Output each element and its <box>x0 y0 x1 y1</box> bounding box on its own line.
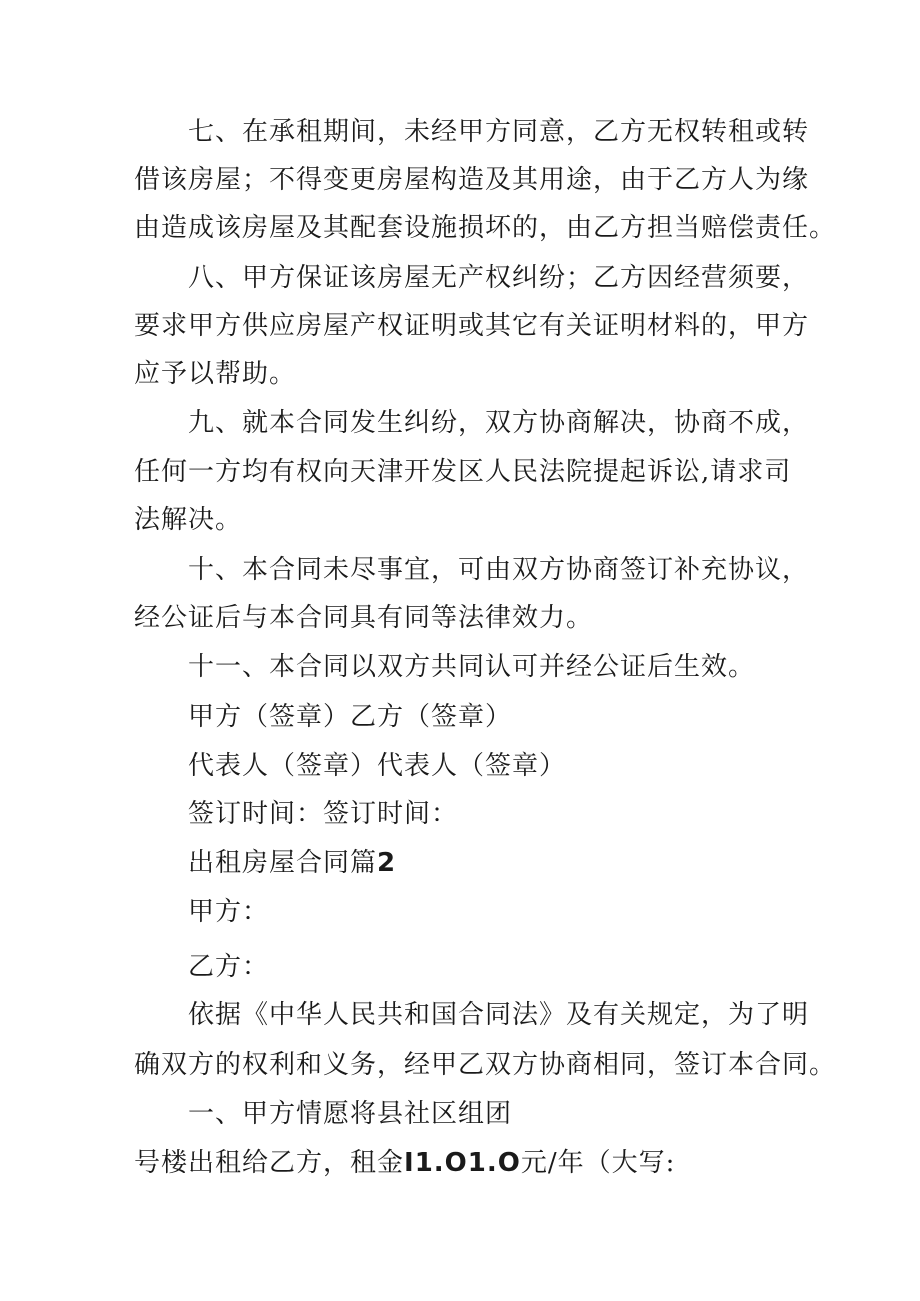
date-line: 签订时间：签订时间： <box>188 799 459 829</box>
rent-line-start: 号楼出租给乙方，租金 <box>134 1148 405 1178</box>
paragraph-line: 由造成该房屋及其配套设施损坏的，由乙方担当赔偿责任。 <box>134 213 837 243</box>
paragraph-line: 借该房屋；不得变更房屋构造及其用途，由于乙方人为缘 <box>134 165 810 195</box>
section-heading <box>188 848 396 878</box>
paragraph-line: 十一、本合同以双方共同认可并经公证后生效。 <box>188 652 756 682</box>
paragraph-line: 经公证后与本合同具有同等法律效力。 <box>134 603 594 633</box>
section-heading-number: 2 <box>377 848 397 878</box>
rent-line <box>134 1148 675 1178</box>
paragraph-line: 要求甲方供应房屋产权证明或其它有关证明材料的，甲方 <box>134 311 810 341</box>
party-a-line: 甲方： <box>188 897 270 927</box>
paragraph-line: 七、在承租期间，未经甲方同意，乙方无权转租或转 <box>188 117 810 147</box>
paragraph-line: 应予以帮助。 <box>134 359 297 389</box>
signature-line: 甲方（签章）乙方（签章） <box>188 702 513 732</box>
paragraph-line: 九、就本合同发生纠纷，双方协商解决，协商不成， <box>188 408 810 438</box>
section-heading-text: 出租房屋合同篇 <box>188 848 378 878</box>
paragraph-line: 任何一方均有权向天津开发区人民法院提起诉讼,请求司 <box>134 457 792 487</box>
rent-value: I1.O1.O <box>404 1148 521 1178</box>
paragraph-line: 确双方的权利和义务，经甲乙双方协商相同，签订本合同。 <box>134 1050 837 1080</box>
paragraph-line: 一、甲方情愿将县社区组团 <box>188 1099 513 1129</box>
paragraph-line: 依据《中华人民共和国合同法》及有关规定，为了明 <box>188 1000 810 1030</box>
rent-line-end: 元/年（大写: <box>520 1148 676 1178</box>
paragraph-line: 法解决。 <box>134 505 243 535</box>
paragraph-line: 八、甲方保证该房屋无产权纠纷；乙方因经营须要， <box>188 263 810 293</box>
party-b-line: 乙方： <box>188 952 270 982</box>
signature-line: 代表人（签章）代表人（签章） <box>188 751 567 781</box>
paragraph-line: 十、本合同未尽事宜，可由双方协商签订补充协议， <box>188 555 810 585</box>
